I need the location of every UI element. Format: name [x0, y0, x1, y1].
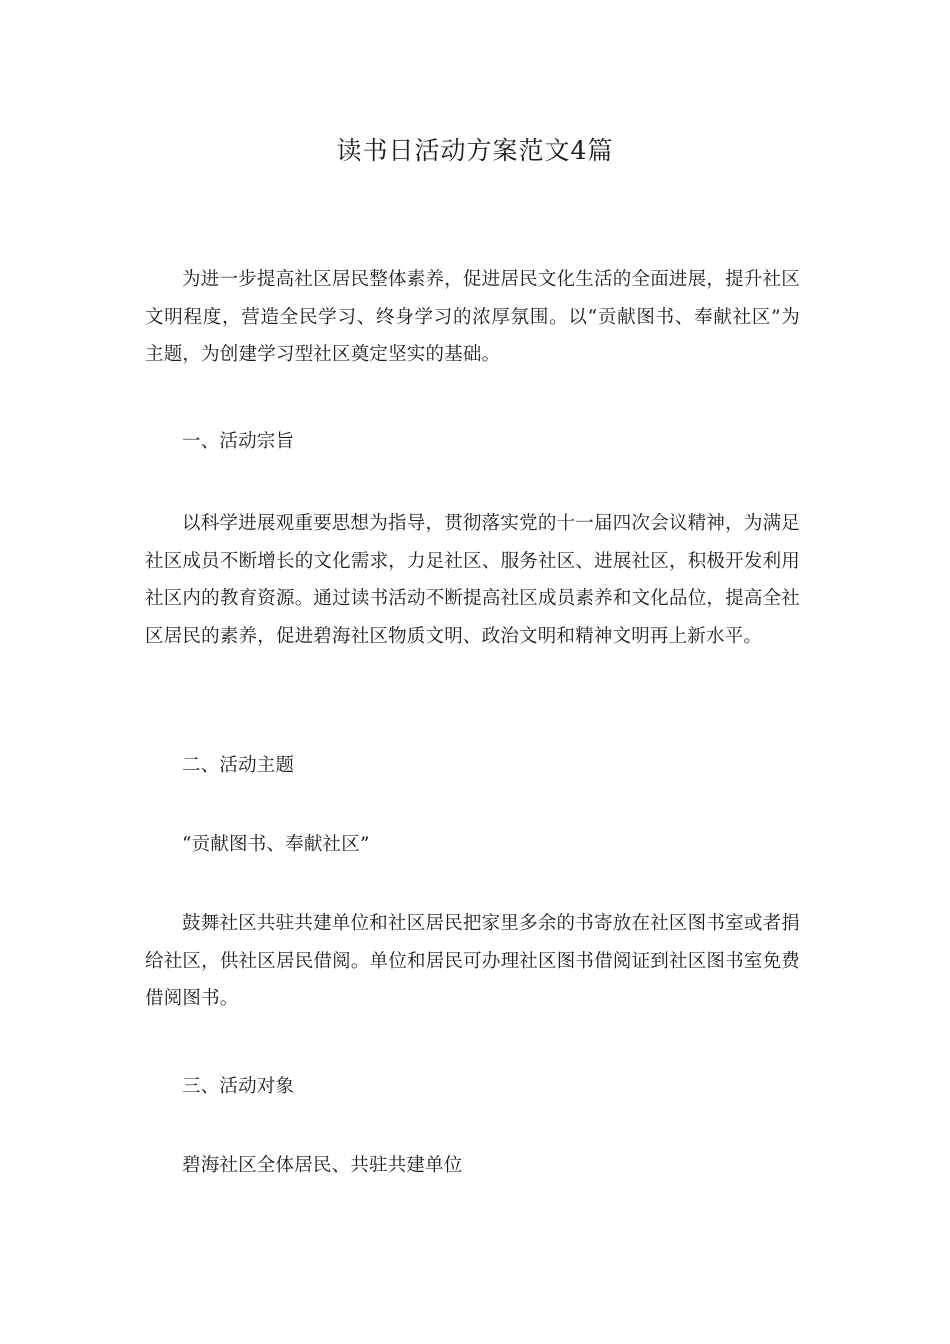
section-heading-purpose: 一、活动宗旨 [182, 431, 295, 452]
section-heading-audience: 三、活动对象 [182, 1076, 295, 1097]
section-paragraph-theme-detail: 鼓舞社区共驻共建单位和社区居民把家里多余的书寄放在社区图书室或者捐给社区，供社区居民借阅。单位和居民可办理社区图书借阅证到社区图书室免费借阅图书。 [145, 913, 800, 1009]
document-title: 读书日活动方案范文4篇 [336, 136, 614, 165]
section-paragraph-audience: 碧海社区全体居民、共驻共建单位 [182, 1155, 463, 1176]
section-heading-theme: 二、活动主题 [182, 755, 295, 776]
section-paragraph-theme-slogan: “贡献图书、奉献社区” [182, 834, 370, 855]
section-paragraph-purpose: 以科学进展观重要思想为指导，贯彻落实党的十一届四次会议精神，为满足社区成员不断增长的文化需求，力足社区、服务社区、进展社区，积极开发利用社区内的教育资源。通过读书活动不断提高社区成员素养和文化品位，提高全社区居民的素养，促进碧海社区物质文明、政治文明和精神文明再上新水平。 [145, 513, 800, 647]
intro-paragraph: 为进一步提高社区居民整体素养，促进居民文化生活的全面进展，提升社区文明程度，营造全民学习、终身学习的浓厚氛围。以“贡献图书、奉献社区”为主题，为创建学习型社区奠定坚实的基础。 [145, 269, 800, 365]
